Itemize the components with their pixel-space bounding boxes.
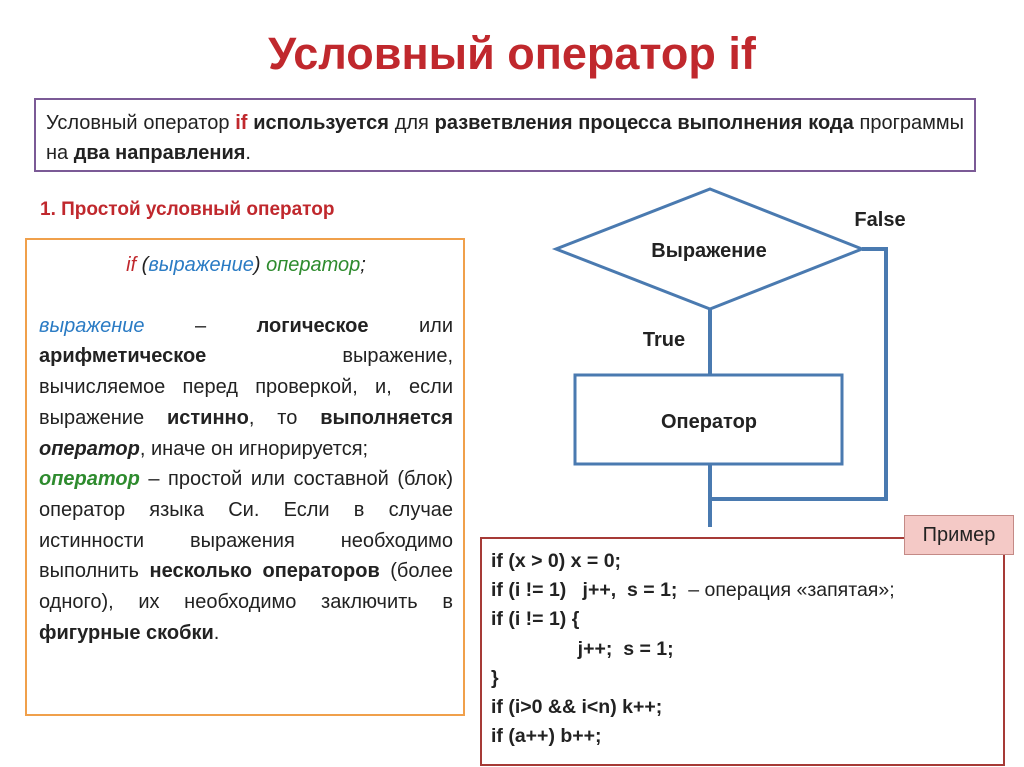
code-line-7: if (a++) b++; [491,725,602,748]
code-line-2-comment: – операция «запятая»; [677,579,895,602]
desc1-e: выражение, вычисляемое перед проверкой, и, если выражение [39,345,453,429]
syntax-open: ( [136,254,149,276]
expression-description [39,311,453,465]
term-operator: оператор [39,468,140,491]
syntax-expr: выражение [148,254,254,276]
code-line-3: if (i != 1) { [491,608,580,631]
desc1-c: или [368,314,453,337]
syntax-op: оператор [266,254,361,276]
desc2-c: (более одного), их необходимо заключить в [39,560,453,614]
intro-box [34,98,976,172]
intro-t8: . [245,142,251,164]
desc1-j: оператор [39,437,140,460]
page-title: Условный оператор if [268,28,756,79]
code-line-5: } [491,666,499,689]
decision-label: Выражение [651,240,767,262]
code-line-1: if (x > 0) x = 0; [491,550,622,572]
desc1-d: арифметическое [39,345,207,368]
desc2-a: – простой или составной (блок) оператор языка Си. Если в случае истинности выражения необходимо выполнить [39,468,453,583]
desc2-b: несколько операторов [149,560,380,583]
code-example-box [480,537,1005,766]
code-line-2-code: if (i != 1) j++, s = 1; [491,579,678,602]
intro-if-keyword: if [235,112,248,134]
operator-description [39,464,453,648]
term-expression: выражение [39,314,145,337]
desc1-f: истинно [166,406,249,429]
code-line-2 [491,576,993,605]
syntax-close: ) [253,254,267,276]
desc2-d: фигурные скобки [39,621,214,644]
operator-label: Оператор [660,411,758,433]
desc1-h: выполняется [320,406,453,429]
intro-t6: программы на [46,112,964,164]
section-heading: 1. Простой условный оператор [40,199,335,220]
flowchart [540,185,920,530]
intro-text [46,108,964,168]
description-box [25,238,465,716]
intro-t1: Условный оператор [46,112,236,134]
syntax-if: if [126,254,137,276]
intro-t5: разветвления процесса выполнения кода [434,112,854,134]
desc1-k: , иначе он игнорируется; [139,437,369,460]
example-label: Пример [904,515,1014,555]
syntax-semi: ; [360,254,366,276]
false-label: False [854,209,906,231]
code-line-6: if (i>0 && i<n) k++; [491,696,663,719]
desc1-a: – [144,314,257,337]
code-line-4: j++; s = 1; [491,637,674,660]
desc2-e: . [213,621,220,644]
true-label: True [642,329,686,351]
desc1-g: , то [248,406,321,429]
syntax-line [39,250,453,281]
desc1-b: логическое [256,314,369,337]
intro-t4: для [388,112,435,134]
intro-t3: используется [247,112,389,134]
intro-t7: два направления [73,142,246,164]
